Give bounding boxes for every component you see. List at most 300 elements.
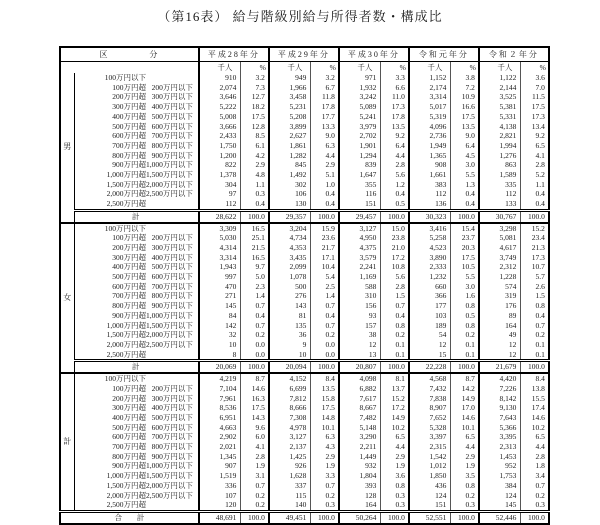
- salary-class-lower: 900万円超: [112, 160, 146, 170]
- count-value: 7,482: [339, 413, 381, 423]
- percent-value: 0.2: [381, 330, 409, 340]
- salary-class-upper: 800万円以下: [151, 140, 193, 150]
- percent-value: 100.0: [451, 210, 479, 222]
- count-value: 1,276: [479, 151, 521, 161]
- salary-class-upper: [146, 373, 199, 384]
- count-value: 2,144: [479, 83, 521, 93]
- percent-value: 0.3: [451, 500, 479, 511]
- salary-class-row: [60, 330, 549, 340]
- salary-class-row: [60, 461, 549, 471]
- count-value: 112: [199, 199, 241, 210]
- percent-value: 9.0: [311, 131, 339, 141]
- percent-value: 0.1: [381, 340, 409, 350]
- count-value: 335: [479, 180, 521, 190]
- count-value: 2,241: [339, 262, 381, 272]
- unit-label: 千人: [409, 62, 451, 74]
- percent-value: 2.3: [241, 282, 269, 292]
- salary-class-lower: 700万円超: [112, 140, 146, 150]
- count-value: 4,663: [199, 423, 241, 433]
- percent-value: 0.7: [311, 321, 339, 331]
- count-value: 81: [269, 311, 311, 321]
- count-value: 130: [269, 199, 311, 210]
- salary-class-upper: 1,000万円以下: [146, 160, 193, 170]
- percent-value: 2.9: [311, 160, 339, 170]
- salary-class-lower: 100万円以下: [104, 73, 146, 82]
- count-value: 366: [409, 291, 451, 301]
- count-value: 588: [339, 282, 381, 292]
- percent-value: 9.2: [381, 131, 409, 141]
- percent-value: 17.5: [311, 403, 339, 413]
- salary-class-upper: 2,000万円以下: [146, 330, 193, 340]
- count-value: 4,096: [409, 122, 451, 132]
- percent-value: 0.4: [381, 189, 409, 199]
- percent-value: 0.7: [241, 481, 269, 491]
- count-value: 3,890: [409, 253, 451, 263]
- count-value: 36: [269, 330, 311, 340]
- percent-value: 17.3: [381, 102, 409, 112]
- percent-value: 10.9: [451, 92, 479, 102]
- percent-value: 0.2: [311, 330, 339, 340]
- percent-value: 6.0: [241, 432, 269, 442]
- salary-class-lower: 300万円超: [112, 102, 146, 112]
- count-value: 5,331: [479, 112, 521, 122]
- salary-class-lower: 600万円超: [112, 281, 146, 291]
- salary-class-lower: 1,000万円超: [106, 320, 146, 330]
- unit-header-spacer: [74, 62, 146, 74]
- count-value: 142: [199, 321, 241, 331]
- count-value: 1,378: [199, 170, 241, 180]
- count-value: 106: [269, 189, 311, 199]
- percent-value: 17.8: [311, 102, 339, 112]
- percent-value: 10.7: [521, 262, 549, 272]
- salary-class-upper: 500万円以下: [151, 111, 193, 121]
- salary-class-upper: 1,000万円以下: [146, 461, 193, 471]
- percent-value: 100.0: [451, 511, 479, 523]
- percent-value: 16.5: [241, 253, 269, 263]
- count-value: 926: [269, 461, 311, 471]
- salary-class-row: [60, 83, 549, 93]
- percent-value: 0.1: [521, 340, 549, 350]
- count-value: 20,807: [339, 361, 381, 373]
- count-value: 3,242: [339, 92, 381, 102]
- count-value: 164: [479, 321, 521, 331]
- count-value: 151: [409, 500, 451, 511]
- salary-class-lower: 2,500万円超: [106, 349, 146, 359]
- percent-value: 10.5: [451, 262, 479, 272]
- percent-value: 23.4: [521, 233, 549, 243]
- salary-class-lower: 2,000万円超: [106, 490, 146, 500]
- unit-label: 千人: [269, 62, 311, 74]
- salary-class-lower: 600万円超: [112, 432, 146, 442]
- count-value: 29,357: [269, 210, 311, 222]
- percent-value: 0.3: [381, 491, 409, 501]
- percent-value: 23.7: [451, 233, 479, 243]
- count-value: 3,899: [269, 122, 311, 132]
- salary-class-upper: 2,000万円以下: [146, 179, 193, 189]
- count-value: 124: [479, 491, 521, 501]
- salary-class-lower: 800万円超: [112, 150, 146, 160]
- percent-value: 0.0: [241, 350, 269, 361]
- salary-class-row: [60, 170, 549, 180]
- salary-class-upper: [146, 199, 199, 210]
- percent-label: %: [521, 62, 549, 74]
- count-value: 112: [479, 189, 521, 199]
- count-value: 2,174: [409, 83, 451, 93]
- percent-value: 0.1: [381, 350, 409, 361]
- count-value: 5,089: [339, 102, 381, 112]
- count-value: 5,328: [409, 423, 451, 433]
- percent-value: 1.9: [241, 461, 269, 471]
- count-value: 1,345: [199, 452, 241, 462]
- salary-class-row: [60, 272, 549, 282]
- count-value: 4,138: [479, 122, 521, 132]
- count-value: 4,420: [479, 373, 521, 384]
- percent-value: 13.8: [521, 384, 549, 394]
- percent-value: 7.3: [241, 83, 269, 93]
- count-value: 3,435: [269, 253, 311, 263]
- percent-value: 14.9: [381, 413, 409, 423]
- percent-value: 1.2: [381, 180, 409, 190]
- count-value: 5,319: [409, 112, 451, 122]
- count-value: 1,542: [409, 452, 451, 462]
- percent-value: 17.2: [381, 253, 409, 263]
- count-value: 822: [199, 160, 241, 170]
- count-value: 48,691: [199, 511, 241, 523]
- salary-class-row: [60, 141, 549, 151]
- page-title: （第16表） 給与階級別給与所得者数・構成比: [157, 9, 443, 24]
- count-value: 997: [199, 272, 241, 282]
- percent-value: 0.2: [451, 330, 479, 340]
- percent-value: 3.5: [451, 471, 479, 481]
- salary-class-lower: 400万円超: [112, 111, 146, 121]
- count-value: 5,241: [339, 112, 381, 122]
- percent-value: 5.0: [241, 272, 269, 282]
- percent-value: 2.5: [311, 282, 339, 292]
- percent-value: 0.7: [241, 321, 269, 331]
- percent-value: 6.5: [381, 432, 409, 442]
- count-value: 52,551: [409, 511, 451, 523]
- percent-value: 12.8: [241, 122, 269, 132]
- count-value: 115: [269, 491, 311, 501]
- count-value: 164: [339, 500, 381, 511]
- count-value: 3,525: [479, 92, 521, 102]
- percent-value: 2.8: [381, 160, 409, 170]
- salary-class-upper: 300万円以下: [151, 393, 193, 403]
- year-header-r2: 令和２年分: [479, 47, 549, 62]
- salary-class-upper: 1,500万円以下: [146, 471, 193, 481]
- count-value: 3,290: [339, 432, 381, 442]
- salary-class-lower: 600万円超: [112, 131, 146, 141]
- percent-value: 1.6: [451, 291, 479, 301]
- percent-value: 0.4: [311, 199, 339, 210]
- percent-value: 10.2: [521, 423, 549, 433]
- percent-value: 0.4: [521, 189, 549, 199]
- count-value: 8,907: [409, 403, 451, 413]
- count-value: 2,021: [199, 442, 241, 452]
- percent-value: 8.7: [241, 373, 269, 384]
- count-value: 93: [339, 311, 381, 321]
- section-total-label: 計: [74, 361, 199, 373]
- percent-value: 0.4: [451, 189, 479, 199]
- count-value: 952: [479, 461, 521, 471]
- percent-value: 6.7: [311, 83, 339, 93]
- percent-value: 0.1: [521, 350, 549, 361]
- count-value: 145: [479, 500, 521, 511]
- percent-value: 4.4: [451, 442, 479, 452]
- count-value: 3,314: [409, 92, 451, 102]
- count-value: 49,451: [269, 511, 311, 523]
- count-value: 4,568: [409, 373, 451, 384]
- percent-value: 8.5: [241, 131, 269, 141]
- percent-value: 17.5: [241, 403, 269, 413]
- count-value: 1,449: [339, 452, 381, 462]
- percent-value: 5.2: [521, 170, 549, 180]
- count-value: 5,258: [409, 233, 451, 243]
- count-value: 971: [339, 73, 381, 83]
- percent-value: 8.4: [521, 373, 549, 384]
- count-value: 38: [339, 330, 381, 340]
- percent-value: 17.3: [521, 112, 549, 122]
- count-value: 7,104: [199, 384, 241, 394]
- count-value: 1,282: [269, 151, 311, 161]
- count-value: 4,734: [269, 233, 311, 243]
- percent-value: 0.4: [521, 199, 549, 210]
- percent-value: 17.4: [521, 403, 549, 413]
- percent-value: 13.3: [311, 122, 339, 132]
- percent-value: 3.3: [381, 73, 409, 83]
- salary-class-upper: 1,500万円以下: [146, 170, 193, 180]
- salary-class-row: [60, 500, 549, 511]
- percent-value: 10.2: [381, 423, 409, 433]
- unit-header-spacer: [60, 62, 74, 74]
- percent-value: 13.5: [311, 384, 339, 394]
- count-value: 2,433: [199, 131, 241, 141]
- percent-value: 0.8: [451, 301, 479, 311]
- count-value: 393: [339, 481, 381, 491]
- percent-value: 0.4: [241, 199, 269, 210]
- percent-value: 100.0: [521, 511, 549, 523]
- percent-value: 9.2: [521, 131, 549, 141]
- percent-value: 16.6: [451, 102, 479, 112]
- percent-value: 15.4: [451, 223, 479, 234]
- count-value: 50,264: [339, 511, 381, 523]
- percent-value: 7.2: [451, 83, 479, 93]
- salary-class-row: [60, 189, 549, 199]
- percent-value: 6.3: [311, 141, 339, 151]
- count-value: 107: [199, 491, 241, 501]
- salary-class-row: [60, 223, 549, 234]
- salary-class-lower: 300万円超: [112, 403, 146, 413]
- count-value: 3,646: [199, 92, 241, 102]
- percent-value: 1.0: [311, 180, 339, 190]
- count-value: 12: [479, 350, 521, 361]
- percent-value: 7.0: [521, 83, 549, 93]
- percent-value: 3.2: [241, 73, 269, 83]
- salary-class-row: [60, 253, 549, 263]
- percent-value: 9.6: [241, 423, 269, 433]
- percent-value: 5.6: [381, 272, 409, 282]
- percent-value: 1.5: [381, 291, 409, 301]
- salary-class-row: [60, 491, 549, 501]
- count-value: 12: [339, 340, 381, 350]
- salary-class-upper: 300万円以下: [151, 242, 193, 252]
- salary-class-upper: [146, 73, 199, 83]
- count-value: 276: [269, 291, 311, 301]
- percent-value: 5.7: [521, 272, 549, 282]
- grand-total-row: [60, 511, 549, 523]
- percent-value: 0.2: [521, 491, 549, 501]
- percent-value: 1.5: [521, 291, 549, 301]
- grand-total-label: 合 計: [60, 511, 199, 523]
- salary-class-lower: 800万円超: [112, 451, 146, 461]
- percent-value: 0.2: [311, 491, 339, 501]
- percent-value: 3.1: [241, 471, 269, 481]
- salary-class-lower: 700万円超: [112, 442, 146, 452]
- percent-value: 0.8: [451, 481, 479, 491]
- percent-label: %: [241, 62, 269, 74]
- percent-value: 100.0: [311, 210, 339, 222]
- count-value: 4,219: [199, 373, 241, 384]
- percent-value: 0.3: [241, 189, 269, 199]
- group-label: 計: [60, 373, 74, 511]
- percent-value: 10.1: [311, 423, 339, 433]
- count-value: 28,622: [199, 210, 241, 222]
- count-value: 5,081: [479, 233, 521, 243]
- salary-class-row: [60, 423, 549, 433]
- percent-value: 23.8: [381, 233, 409, 243]
- salary-class-upper: 700万円以下: [151, 281, 193, 291]
- salary-class-row: [60, 92, 549, 102]
- count-value: 1,750: [199, 141, 241, 151]
- percent-value: 4.4: [381, 151, 409, 161]
- salary-class-lower: 500万円超: [112, 272, 146, 282]
- count-value: 1,169: [339, 272, 381, 282]
- percent-value: 6.5: [521, 432, 549, 442]
- salary-class-upper: 2,500万円以下: [146, 189, 193, 199]
- percent-value: 4.2: [241, 151, 269, 161]
- salary-class-lower: 500万円超: [112, 422, 146, 432]
- count-value: 302: [269, 180, 311, 190]
- count-value: 4,617: [479, 243, 521, 253]
- percent-value: 0.0: [241, 340, 269, 350]
- salary-class-lower: 1,500万円超: [106, 480, 146, 490]
- percent-value: 10.8: [381, 262, 409, 272]
- count-value: 5,030: [199, 233, 241, 243]
- salary-class-row: [60, 442, 549, 452]
- percent-value: 0.4: [311, 189, 339, 199]
- count-value: 863: [479, 160, 521, 170]
- salary-class-row: [60, 373, 549, 384]
- count-value: 5,017: [409, 102, 451, 112]
- count-value: 13: [339, 350, 381, 361]
- count-value: 30,323: [409, 210, 451, 222]
- salary-class-lower: 1,500万円超: [106, 179, 146, 189]
- percent-value: 0.4: [381, 311, 409, 321]
- percent-value: 0.4: [521, 311, 549, 321]
- count-value: 8,667: [339, 403, 381, 413]
- percent-value: 3.6: [521, 73, 549, 83]
- count-value: 4,152: [269, 373, 311, 384]
- percent-value: 3.2: [311, 73, 339, 83]
- percent-value: 4.4: [521, 442, 549, 452]
- count-value: 6,699: [269, 384, 311, 394]
- percent-value: 3.4: [521, 471, 549, 481]
- percent-value: 100.0: [381, 361, 409, 373]
- count-value: 20,094: [269, 361, 311, 373]
- salary-class-lower: 800万円超: [112, 301, 146, 311]
- count-value: 30,767: [479, 210, 521, 222]
- count-value: 574: [479, 282, 521, 292]
- count-value: 1,232: [409, 272, 451, 282]
- percent-value: 15.5: [521, 394, 549, 404]
- salary-class-row: [60, 112, 549, 122]
- count-value: 135: [269, 321, 311, 331]
- count-value: 3,204: [269, 223, 311, 234]
- count-value: 84: [199, 311, 241, 321]
- count-value: 384: [479, 481, 521, 491]
- year-header-r1: 令和元年分: [409, 47, 479, 62]
- salary-class-lower: 100万円超: [112, 82, 146, 92]
- count-value: 97: [199, 189, 241, 199]
- percent-value: 0.7: [311, 481, 339, 491]
- salary-class-upper: 300万円以下: [151, 92, 193, 102]
- count-value: 3,298: [479, 223, 521, 234]
- count-value: 5,381: [479, 102, 521, 112]
- salary-class-upper: 900万円以下: [151, 301, 193, 311]
- percent-value: 0.8: [451, 321, 479, 331]
- count-value: 1,453: [479, 452, 521, 462]
- percent-value: 13.5: [381, 122, 409, 132]
- count-value: 2,099: [269, 262, 311, 272]
- percent-value: 15.2: [381, 394, 409, 404]
- count-value: 2,702: [339, 131, 381, 141]
- percent-value: 11.8: [311, 92, 339, 102]
- count-value: 908: [409, 160, 451, 170]
- salary-class-row: [60, 413, 549, 423]
- salary-class-lower: 200万円超: [112, 393, 146, 403]
- percent-value: 16.5: [241, 223, 269, 234]
- year-header-h28: 平成28年分: [199, 47, 269, 62]
- count-value: 7,961: [199, 394, 241, 404]
- count-value: 52,446: [479, 511, 521, 523]
- percent-value: 2.6: [521, 282, 549, 292]
- count-value: 907: [199, 461, 241, 471]
- salary-class-upper: 700万円以下: [151, 432, 193, 442]
- count-value: 7,838: [409, 394, 451, 404]
- salary-class-row: [60, 403, 549, 413]
- section-total-row: [60, 210, 549, 222]
- count-value: 7,643: [479, 413, 521, 423]
- count-value: 383: [409, 180, 451, 190]
- count-value: 1,901: [339, 141, 381, 151]
- percent-value: 21.3: [521, 243, 549, 253]
- percent-value: 14.2: [451, 384, 479, 394]
- count-value: 436: [409, 481, 451, 491]
- percent-value: 4.3: [311, 442, 339, 452]
- percent-value: 0.0: [311, 340, 339, 350]
- percent-value: 0.4: [241, 311, 269, 321]
- count-value: 3,979: [339, 122, 381, 132]
- percent-value: 0.3: [521, 500, 549, 511]
- count-value: 3,416: [409, 223, 451, 234]
- count-value: 1,753: [479, 471, 521, 481]
- unit-label: 千人: [479, 62, 521, 74]
- count-value: 845: [269, 160, 311, 170]
- count-value: 9,130: [479, 403, 521, 413]
- salary-class-row: [60, 340, 549, 350]
- count-value: 1,589: [479, 170, 521, 180]
- count-value: 3,397: [409, 432, 451, 442]
